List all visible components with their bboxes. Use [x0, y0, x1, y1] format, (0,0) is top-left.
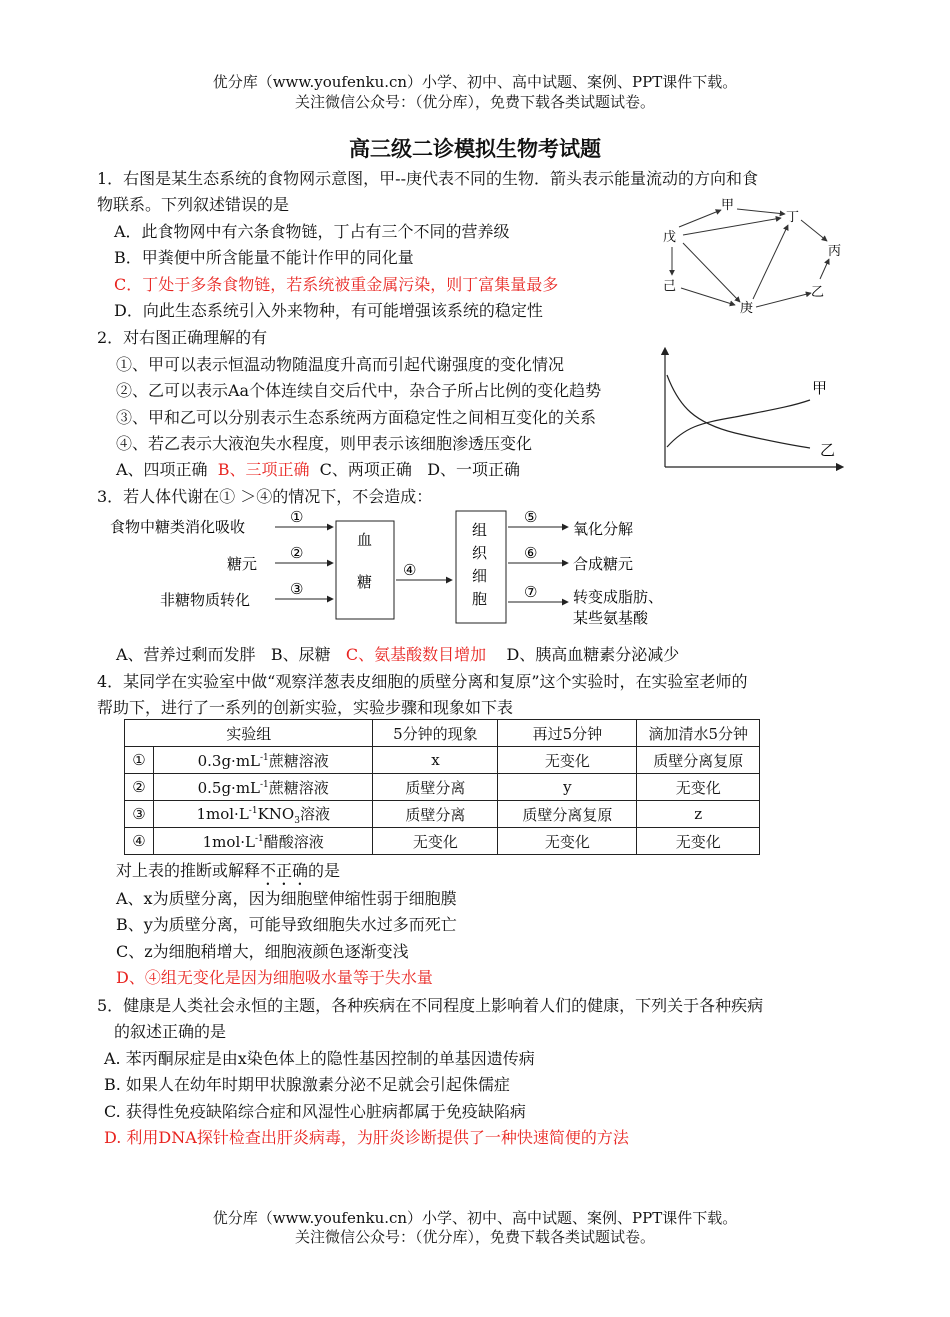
curve-yi-label: 乙	[820, 441, 836, 459]
q1-option-d: D．向此生态系统引入外来物种，有可能增强该系统的稳定性	[114, 301, 543, 320]
q2-option-b: B、三项正确	[217, 460, 310, 479]
q5-stem-line2: 的叙述正确的是	[114, 1022, 227, 1041]
label-4: ④	[403, 561, 417, 579]
header-water: 滴加清水5分钟	[637, 720, 760, 747]
label-3: ③	[290, 580, 304, 598]
table-row: ② $0.5g\cdot mL^{-1}$蔗糖溶液 质壁分离 y 无变化	[125, 774, 760, 801]
q1-option-b: B．甲粪便中所含能量不能计作甲的同化量	[114, 248, 414, 267]
table-header-row	[125, 720, 760, 747]
q2-option-a: A、四项正确	[116, 460, 208, 479]
table-row: ① $0.3g\cdot mL^{-1}$蔗糖溶液 x 无变化 质壁分离复原	[125, 747, 760, 774]
q4-stem-line2: 帮助下，进行了一系列的创新实验，实验步骤和现象如下表	[97, 698, 514, 717]
header-group: 实验组	[125, 720, 373, 747]
node-jia: 甲	[721, 198, 735, 213]
arrow-geng-ding	[753, 225, 788, 299]
arrow-jia-ding	[737, 209, 785, 214]
table-row: ③ $1mol\cdot L^{-1}KNO_3$溶液 质壁分离 质壁分离复原 z	[125, 801, 760, 828]
source-nonsugar: 非糖物质转化	[160, 591, 251, 609]
q4-option-c: C、z为细胞稍增大，细胞液颜色逐渐变浅	[116, 942, 409, 961]
q2-stem: 2．对右图正确理解的有	[97, 328, 268, 347]
source-glycogen: 糖元	[227, 555, 258, 573]
node-bing: 丙	[828, 244, 842, 259]
q2-statement-1: ①、甲可以表示恒温动物随温度升高而引起代谢强度的变化情况	[116, 355, 565, 374]
output-fat: 转变成脂肪、	[573, 588, 664, 606]
tissue-text-1: 组	[472, 521, 488, 539]
tissue-text-4: 胞	[472, 590, 488, 608]
q2-option-c: C、两项正确	[319, 460, 412, 479]
q2-statement-4: ④、若乙表示大液泡失水程度，则甲表示该细胞渗透压变化	[116, 434, 533, 453]
arrow-wu-jia	[679, 210, 721, 227]
q1-option-a: A．此食物网中有六条食物链，丁占有三个不同的营养级	[114, 222, 510, 241]
group-cell: $0.5g\cdot mL^{-1}$蔗糖溶液	[154, 774, 373, 801]
header-line-2: 关注微信公众号：（优分库），免费下载各类试题试卷。	[294, 93, 655, 111]
footer-line-1: 优分库（www.youfenku.cn）小学、初中、高中试题、案例、PPT课件下载。	[212, 1209, 738, 1227]
arrow-ding-bing	[801, 220, 827, 241]
output-amino: 某些氨基酸	[573, 609, 649, 627]
q3-stem: 3．若人体代谢在① ＞④的情况下，不会造成：	[97, 487, 433, 506]
arrow-ji-geng	[681, 288, 735, 305]
group-cell: $0.3g\cdot mL^{-1}$蔗糖溶液	[154, 747, 373, 774]
label-2: ②	[290, 544, 304, 562]
label-7: ⑦	[524, 583, 538, 601]
q2-options	[116, 457, 520, 480]
blood-text-1: 血	[357, 531, 373, 549]
experiment-table	[124, 719, 760, 855]
q4-option-b: B、y为质壁分离，可能导致细胞失水过多而死亡	[116, 915, 457, 934]
footer-line-2: 关注微信公众号：（优分库），免费下载各类试题试卷。	[294, 1228, 655, 1246]
q5-option-b: B. 如果人在幼年时期甲状腺激素分泌不足就会引起侏儒症	[104, 1075, 510, 1094]
q1-stem-line1: 1．右图是某生态系统的食物网示意图，甲--庚代表不同的生物．箭头表示能量流动的方向和食	[97, 169, 758, 188]
header-line-1: 优分库（www.youfenku.cn）小学、初中、高中试题、案例、PPT课件下载。	[212, 73, 738, 91]
label-5: ⑤	[524, 508, 538, 526]
q4-option-a: A、x为质壁分离，因为细胞壁伸缩性弱于细胞膜	[116, 889, 457, 908]
output-glycogen: 合成糖元	[573, 555, 634, 573]
header-next-5min: 再过5分钟	[498, 720, 637, 747]
page-title: 高三级二诊模拟生物考试题	[349, 136, 601, 161]
group-cell: $1mol\cdot L^{-1}KNO_3$溶液	[154, 801, 373, 828]
arrow-geng-yi	[756, 293, 811, 307]
q1-stem-line2: 物联系。下列叙述错误的是	[97, 195, 290, 214]
q2-option-d: D、一项正确	[427, 460, 521, 479]
q3-option-a: A、营养过剩而发胖	[116, 645, 256, 664]
tissue-text-3: 细	[472, 567, 488, 585]
q3-option-b: B、尿糖	[270, 645, 331, 664]
curve-graph	[655, 345, 845, 473]
q4-option-d: D、④组无变化是因为细胞吸水量等于失水量	[116, 968, 433, 987]
output-oxidation: 氧化分解	[573, 520, 634, 538]
arrow-yi-bing	[820, 259, 829, 279]
curve-jia	[667, 400, 810, 447]
q2-statement-3: ③、甲和乙可以分别表示生态系统两方面稳定性之间相互变化的关系	[116, 408, 597, 427]
q3-option-c: C、氨基酸数目增加	[345, 645, 487, 664]
header-5min: 5分钟的现象	[373, 720, 498, 747]
q3-options	[116, 642, 679, 665]
q5-option-a: A. 苯丙酮尿症是由x染色体上的隐性基因控制的单基因遗传病	[104, 1049, 535, 1068]
food-web-diagram	[655, 195, 855, 320]
q5-option-d: D. 利用DNA探针检查出肝炎病毒，为肝炎诊断提供了一种快速简便的方法	[104, 1128, 629, 1147]
node-ji: 己	[663, 279, 677, 294]
node-geng: 庚	[740, 301, 754, 316]
q1-option-c: C．丁处于多条食物链，若系统被重金属污染，则丁富集量最多	[114, 275, 559, 294]
curve-yi	[667, 375, 810, 448]
tissue-text-2: 织	[472, 544, 488, 562]
q3-option-d: D、胰高血糖素分泌减少	[506, 645, 680, 664]
arrow-wu-geng	[683, 243, 740, 302]
q4-stem-line1: 4．某同学在实验室中做“观察洋葱表皮细胞的质壁分离和复原”这个实验时，在实验室老师的	[97, 672, 748, 691]
node-yi: 乙	[811, 285, 825, 300]
curve-jia-label: 甲	[812, 379, 828, 397]
group-cell: $1mol\cdot L^{-1}$醋酸溶液	[154, 828, 373, 855]
table-row: ④ $1mol\cdot L^{-1}$醋酸溶液 无变化 无变化 无变化	[125, 828, 760, 855]
q4-ask: 对上表的推断或解释不正确的是	[116, 861, 341, 880]
q2-statement-2: ②、乙可以表示Aa个体连续自交后代中，杂合子所占比例的变化趋势	[116, 381, 602, 400]
q5-option-c: C. 获得性免疫缺陷综合症和风湿性心脏病都属于免疫缺陷病	[104, 1102, 526, 1121]
q5-stem-line1: 5．健康是人类社会永恒的主题，各种疾病在不同程度上影响着人们的健康，下列关于各种疾病	[97, 996, 764, 1015]
label-1: ①	[290, 508, 304, 526]
blood-text-2: 糖	[357, 573, 373, 591]
source-food: 食物中糖类消化吸收	[110, 518, 246, 536]
arrow-wu-ding	[683, 218, 781, 235]
node-wu: 戊	[663, 230, 677, 245]
glucose-metabolism-diagram	[100, 505, 720, 635]
emphasis-not-correct: 不正确	[260, 861, 309, 880]
label-6: ⑥	[524, 544, 538, 562]
node-ding: 丁	[786, 210, 800, 225]
